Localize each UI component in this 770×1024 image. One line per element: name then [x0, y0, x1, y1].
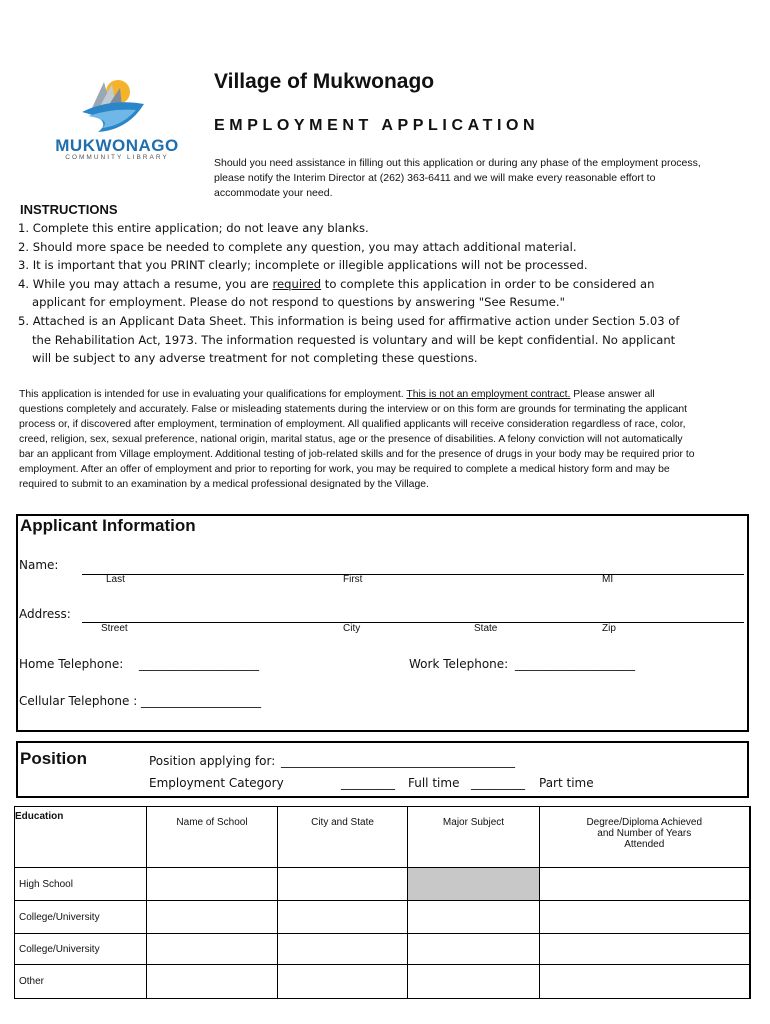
city-state-cell[interactable]: [278, 868, 408, 901]
instruction-item-2: 2. Should more space be needed to complete any question, you may attach additional material.: [18, 239, 577, 254]
page-title: Village of Mukwonago: [214, 70, 435, 93]
name-field[interactable]: [82, 574, 744, 575]
instructions-list: [18, 219, 698, 368]
column-header: Major Subject: [408, 807, 540, 868]
library-logo: [52, 70, 182, 165]
address-label: Address:: [19, 607, 71, 621]
row-label: College/University: [15, 901, 147, 934]
table-row: [15, 901, 750, 934]
instruction-item-1: 1. Complete this entire application; do not leave any blanks.: [18, 221, 369, 235]
major-subject-cell[interactable]: [408, 901, 540, 934]
major-subject-cell[interactable]: [408, 934, 540, 965]
state-caption: State: [474, 623, 498, 634]
street-caption: Street: [101, 623, 128, 634]
form-subtitle: EMPLOYMENT APPLICATION: [214, 117, 540, 134]
instruction-item-5-cont2: will be subject to any adverse treatment for not completing these questions.: [32, 351, 478, 366]
name-label: Name:: [19, 558, 59, 572]
employment-category-label: Employment Category: [149, 776, 284, 790]
full-time-label: Full time: [408, 776, 460, 790]
school-name-cell[interactable]: [147, 868, 278, 901]
required-emphasis: required: [272, 276, 322, 291]
row-label: College/University: [15, 934, 147, 965]
instruction-item-5-cont: the Rehabilitation Act, 1973. The information requested is voluntary and will be kept confidential. No applicant: [32, 332, 676, 347]
not-contract-notice: This is not an employment contract.: [406, 389, 571, 400]
table-row: [15, 934, 750, 965]
first-name-caption: First: [343, 574, 363, 585]
table-row: [15, 868, 750, 901]
column-header: Name of School: [147, 807, 278, 868]
column-header: City and State: [278, 807, 408, 868]
education-header-row: [15, 807, 750, 868]
address-field[interactable]: [82, 622, 744, 623]
school-name-cell[interactable]: [147, 901, 278, 934]
instructions-heading: INSTRUCTIONS: [20, 202, 118, 217]
city-state-cell[interactable]: [278, 934, 408, 965]
work-telephone-label: Work Telephone:: [409, 657, 509, 671]
instruction-item-4: 4. While you may attach a resume, you are required to complete this application in order to be considered an: [18, 276, 655, 291]
row-label: High School: [15, 868, 147, 901]
school-name-cell[interactable]: [147, 934, 278, 965]
applicant-section-title: Applicant Information: [20, 516, 196, 535]
work-telephone-field[interactable]: ____________________: [515, 657, 635, 671]
disclaimer-paragraph: This application is intended for use in evaluating your qualifications for employment. This is not an employment contract. Please answer all questions completely and accurately. False or misleading statements during the interview or on this form are grounds for terminating the applicant process or, if discovered after employment, termination of employment. All qualified applicants will receive consideration regardless of race, color, creed, religion, sex, sexual preference, national origin, marital status, age or the presence of disabilities. A felony conviction will not automatically bar an applicant from Village employment. Additional testing of job-related skills and for the presence of drugs in your body may be required prior to employment. After an offer of employment and prior to reporting for work, you may be required to complete a medical history form and may be required to submit to an examination by a medical professional designated by the Village.: [19, 389, 695, 490]
part-time-label: Part time: [539, 776, 594, 790]
position-applying-label: Position applying for:: [149, 754, 276, 768]
middle-initial-caption: MI: [602, 574, 614, 585]
degree-years-cell[interactable]: [540, 965, 750, 999]
logo-subtext: COMMUNITY LIBRARY: [65, 154, 169, 161]
column-header: Degree/Diploma Achieved and Number of Years Attended: [540, 807, 750, 868]
home-telephone-field[interactable]: ____________________: [139, 657, 259, 671]
cellular-telephone-field[interactable]: ____________________: [141, 694, 261, 708]
instruction-item-5: 5. Attached is an Applicant Data Sheet. This information is being used for affirmative action under Section 5.03 of: [18, 313, 680, 328]
major-subject-cell[interactable]: [408, 965, 540, 999]
position-section-title: Position: [20, 749, 88, 768]
assistance-note: Should you need assistance in filling out this application or during any phase of the employment process, please notify the Interim Director at (262) 363-6411 and we will make every reasonable effort to accommodate your need.: [214, 157, 701, 199]
city-state-cell[interactable]: [278, 965, 408, 999]
row-label: Other: [15, 965, 147, 999]
instruction-item-3: 3. It is important that you PRINT clearly; incomplete or illegible applications will not be processed.: [18, 258, 588, 273]
last-name-caption: Last: [106, 574, 125, 585]
degree-years-cell[interactable]: [540, 934, 750, 965]
zip-caption: Zip: [602, 623, 616, 634]
education-section-title: Education: [15, 807, 147, 868]
school-name-cell[interactable]: [147, 965, 278, 999]
table-row: [15, 965, 750, 999]
cellular-telephone-label: Cellular Telephone :: [19, 694, 138, 708]
home-telephone-label: Home Telephone:: [19, 657, 124, 671]
degree-years-cell[interactable]: [540, 901, 750, 934]
major-subject-cell-disabled: [408, 868, 540, 901]
instruction-item-4-cont: applicant for employment. Please do not respond to questions by answering "See Resume.": [32, 295, 565, 310]
city-state-cell[interactable]: [278, 901, 408, 934]
logo-wordmark: MUKWONAGO: [55, 136, 179, 155]
part-time-field[interactable]: _________: [471, 776, 525, 790]
city-caption: City: [343, 623, 361, 634]
position-applying-field[interactable]: _______________________________________: [281, 754, 515, 768]
degree-years-cell[interactable]: [540, 868, 750, 901]
full-time-field[interactable]: _________: [341, 776, 395, 790]
education-table: [14, 806, 751, 999]
